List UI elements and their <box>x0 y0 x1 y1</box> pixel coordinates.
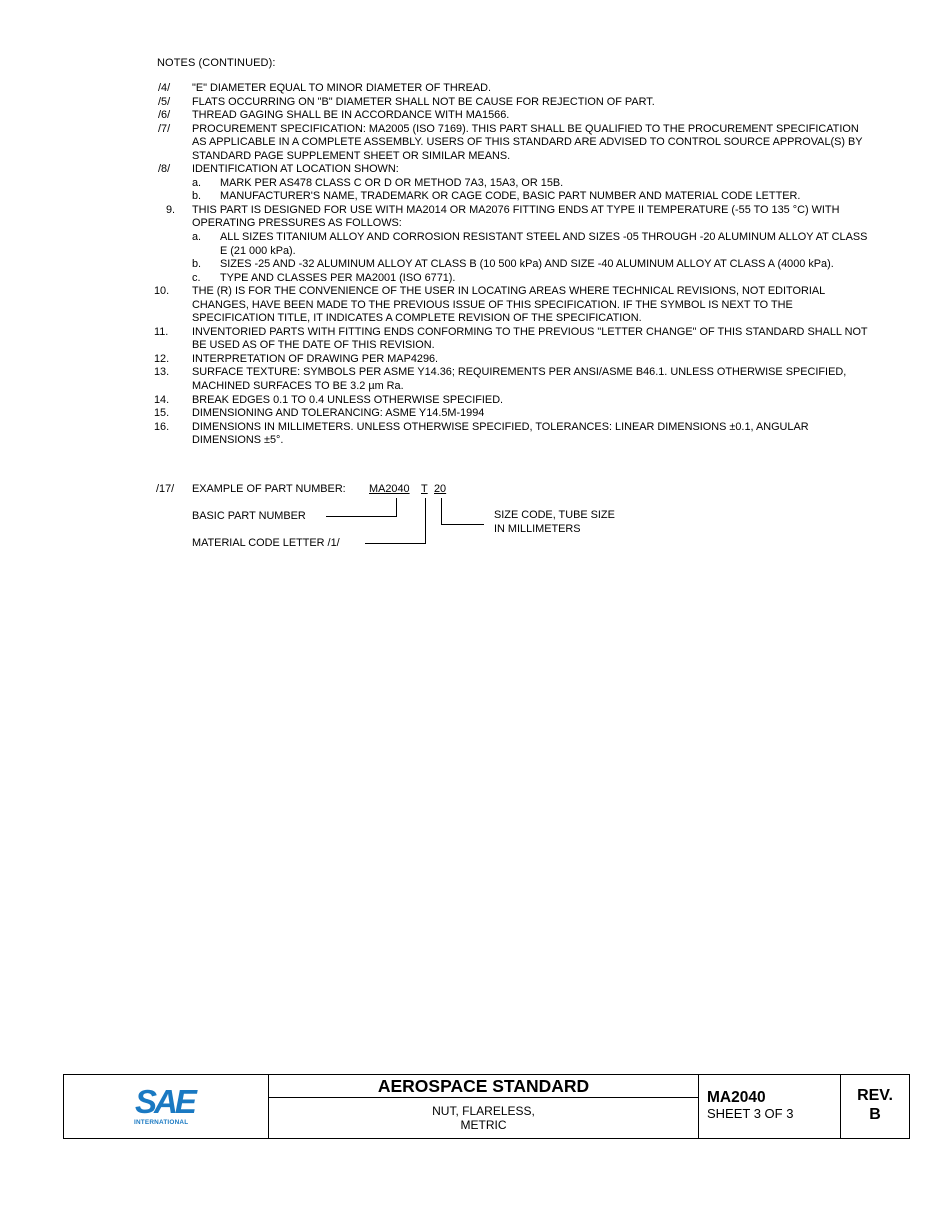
note-item <box>150 407 870 421</box>
note-subitem <box>192 272 870 286</box>
subitem-letter: b. <box>192 258 202 271</box>
note-number: 16. <box>154 420 170 433</box>
note-text: "E" DIAMETER EQUAL TO MINOR DIAMETER OF THREAD. <box>192 82 491 94</box>
note-body <box>192 163 870 204</box>
note-number: 9. <box>166 203 176 216</box>
note-subitem <box>192 190 870 204</box>
subitem-text: MANUFACTURER'S NAME, TRADEMARK OR CAGE CODE, BASIC PART NUMBER AND MATERIAL CODE LETTER. <box>220 190 801 203</box>
document-number: MA2040 <box>707 1089 766 1106</box>
note-number: /7/ <box>158 122 171 135</box>
note-body <box>192 96 870 110</box>
note-number: 11. <box>154 325 169 338</box>
part-title-line2: METRIC <box>460 1118 507 1132</box>
note-number: 13. <box>154 366 170 379</box>
note-item <box>150 285 870 326</box>
note-text: DIMENSIONING AND TOLERANCING: ASME Y14.5M-1994 <box>192 407 485 420</box>
standard-type: AEROSPACE STANDARD <box>269 1075 698 1098</box>
note-subitem <box>192 258 870 272</box>
note-body <box>192 109 870 123</box>
note-body <box>192 204 870 285</box>
size-leader-v <box>441 498 442 524</box>
example-size: 20 <box>434 483 447 495</box>
sae-logo-mark: SAE <box>135 1083 194 1120</box>
part-number-example <box>150 483 850 553</box>
note-item <box>150 326 870 353</box>
note-text: INVENTORIED PARTS WITH FITTING ENDS CONFORMING TO THE PREVIOUS "LETTER CHANGE" OF THIS STANDARD SHALL NOT BE USED AS OF THE DATE OF THIS REVISION. <box>192 325 868 352</box>
note-text: DIMENSIONS IN MILLIMETERS. UNLESS OTHERWISE SPECIFIED, TOLERANCES: LINEAR DIMENSIONS ±0.1, ANGULAR DIMENSIONS ±5°. <box>192 420 809 447</box>
example-number: /17/ <box>156 483 175 495</box>
note-body <box>192 123 870 164</box>
note-text: THIS PART IS DESIGNED FOR USE WITH MA2014 OR MA2076 FITTING ENDS AT TYPE II TEMPERATURE (-55 TO 135 °C) WITH OPERATING PRESSURES AS FOLLOWS: <box>192 203 840 230</box>
example-label: EXAMPLE OF PART NUMBER: <box>192 483 346 495</box>
basic-leader-h <box>326 516 396 517</box>
note-number: /6/ <box>158 109 171 122</box>
note-number: 12. <box>154 352 170 365</box>
sae-logo <box>64 1075 269 1138</box>
example-part: MA2040 <box>369 483 410 495</box>
note-text: FLATS OCCURRING ON "B" DIAMETER SHALL NOT BE CAUSE FOR REJECTION OF PART. <box>192 95 655 108</box>
note-text: THE (R) IS FOR THE CONVENIENCE OF THE USER IN LOCATING AREAS WHERE TECHNICAL REVISIONS, NOT EDITORIAL CHANGES, HAVE BEEN MADE TO THE PREVIOUS ISSUE OF THIS SPECIFICATION. IF THE SYMBOL IS NEXT TO THE SPECIFICATION TITLE, IT INDICATES A COMPLETE REVISION OF THE SPECIFICATION. <box>192 285 825 325</box>
note-item <box>150 96 870 110</box>
note-text: PROCUREMENT SPECIFICATION: MA2005 (ISO 7169). THIS PART SHALL BE QUALIFIED TO THE PROCUREMENT SPECIFICATION AS APPLICABLE IN A COMPLETE ASSEMBLY. USERS OF THIS STANDARD ARE ADVISED TO CONTROL SOURCE APPROVAL(S) BY STANDARD PAGE SUPPLEMENT SHEET OR SIMILAR MEANS. <box>192 122 863 162</box>
note-text: INTERPRETATION OF DRAWING PER MAP4296. <box>192 352 439 365</box>
note-body <box>192 394 870 408</box>
revision-value: B <box>869 1106 881 1123</box>
note-item <box>150 163 870 204</box>
size-leader-h <box>441 524 484 525</box>
note-body <box>192 421 870 448</box>
sae-logo-subtitle: INTERNATIONAL <box>134 1119 189 1126</box>
title-cell <box>269 1075 699 1138</box>
material-code-label: MATERIAL CODE LETTER /1/ <box>192 537 340 549</box>
note-number: 15. <box>154 407 170 420</box>
note-text: THREAD GAGING SHALL BE IN ACCORDANCE WITH MA1566. <box>192 109 510 122</box>
subitem-text: MARK PER AS478 CLASS C OR D OR METHOD 7A3, 15A3, OR 15B. <box>220 176 564 189</box>
part-title-line1: NUT, FLARELESS, <box>432 1104 535 1118</box>
size-code-label <box>494 509 615 536</box>
note-body <box>192 366 870 393</box>
title-block <box>63 1074 910 1139</box>
notes-list <box>150 82 870 448</box>
note-number: /8/ <box>158 163 171 176</box>
note-body <box>192 285 870 326</box>
example-code: T <box>421 483 428 495</box>
part-title <box>269 1098 698 1138</box>
note-number: /5/ <box>158 95 171 108</box>
sheet-number: SHEET 3 OF 3 <box>707 1106 794 1121</box>
note-item <box>150 204 870 285</box>
note-item <box>150 109 870 123</box>
note-item <box>150 366 870 393</box>
subitem-text: TYPE AND CLASSES PER MA2001 (ISO 6771). <box>220 271 456 284</box>
note-subitem <box>192 231 870 258</box>
note-number: 14. <box>154 393 170 406</box>
size-code-line1: SIZE CODE, TUBE SIZE <box>494 509 615 521</box>
material-leader-h <box>365 543 425 544</box>
note-item <box>150 353 870 367</box>
basic-part-label: BASIC PART NUMBER <box>192 510 306 522</box>
subitem-letter: a. <box>192 176 202 189</box>
subitem-letter: b. <box>192 190 202 203</box>
size-code-line2: IN MILLIMETERS <box>494 522 581 535</box>
note-body <box>192 407 870 421</box>
note-number: /4/ <box>158 82 171 94</box>
page-title: NOTES (CONTINUED): <box>157 57 276 69</box>
note-text: IDENTIFICATION AT LOCATION SHOWN: <box>192 163 399 176</box>
note-text: BREAK EDGES 0.1 TO 0.4 UNLESS OTHERWISE SPECIFIED. <box>192 393 504 406</box>
note-number: 10. <box>154 285 170 298</box>
subitem-text: ALL SIZES TITANIUM ALLOY AND CORROSION RESISTANT STEEL AND SIZES -05 THROUGH -20 ALUMINUM ALLOY AT CLASS E (21 000 kPa). <box>220 231 868 257</box>
note-subitem <box>192 177 870 191</box>
note-body <box>192 326 870 353</box>
subitem-text: SIZES -25 AND -32 ALUMINUM ALLOY AT CLASS B (10 500 kPa) AND SIZE -40 ALUMINUM ALLOY AT CLASS A (4000 kPa). <box>220 258 834 271</box>
subitem-letter: c. <box>192 271 201 284</box>
basic-leader-v <box>396 498 397 517</box>
material-leader-v <box>425 498 426 544</box>
subitem-letter: a. <box>192 231 202 244</box>
note-text: SURFACE TEXTURE: SYMBOLS PER ASME Y14.36; REQUIREMENTS PER ANSI/ASME B46.1. UNLESS OTHERWISE SPECIFIED, MACHINED SURFACES TO BE 3.2 µm Ra. <box>192 366 847 393</box>
note-item <box>150 82 870 96</box>
revision-cell <box>841 1075 909 1138</box>
note-body <box>192 82 870 96</box>
note-body <box>192 353 870 367</box>
revision-label: REV. <box>857 1087 893 1104</box>
note-item <box>150 123 870 164</box>
note-item <box>150 421 870 448</box>
document-cell <box>699 1075 841 1138</box>
note-item <box>150 394 870 408</box>
